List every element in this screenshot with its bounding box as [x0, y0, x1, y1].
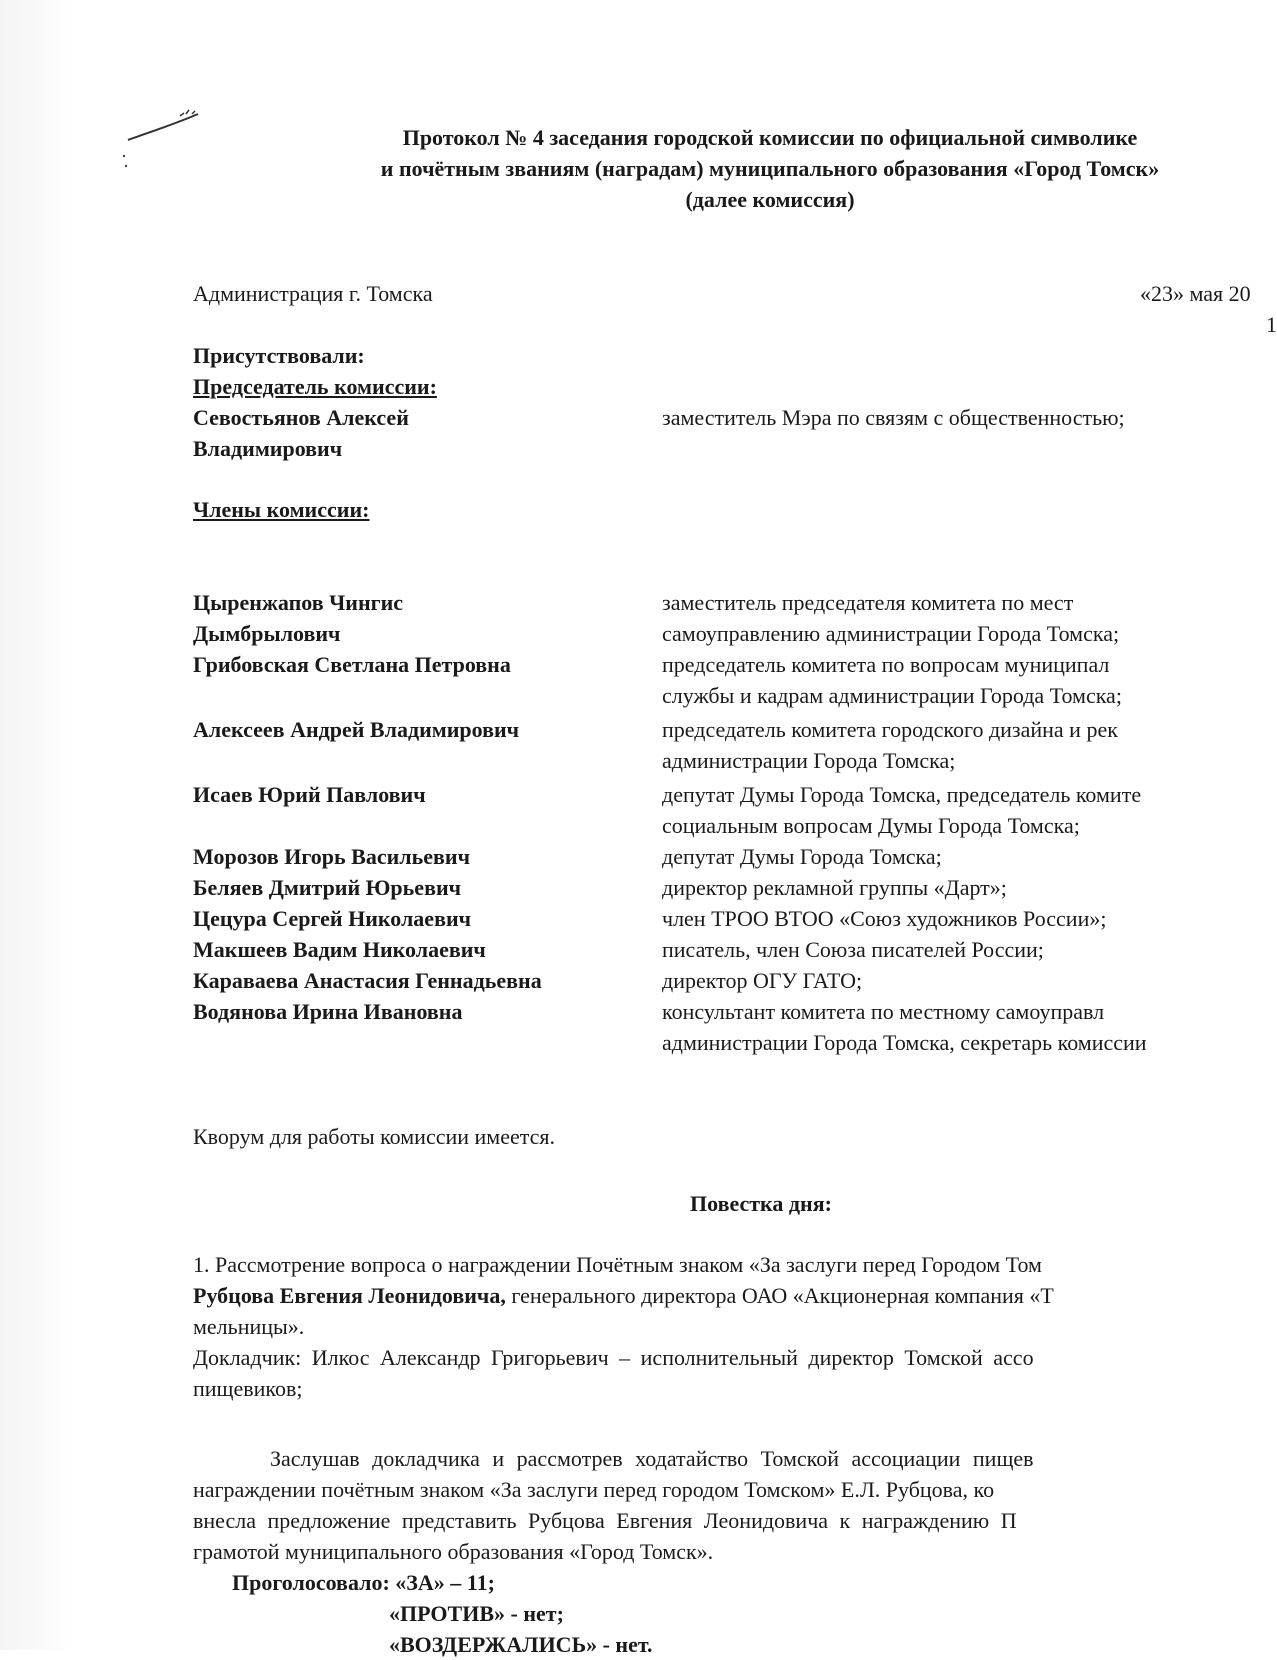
- member-name: Цецура Сергей Николаевич: [193, 906, 472, 931]
- agenda-item-1-end: мельницы».: [193, 1314, 305, 1339]
- member-row: [193, 903, 1147, 934]
- member-role: директор ОГУ ГАТО;: [662, 968, 863, 993]
- member-name: Цыренжапов Чингис: [193, 590, 404, 615]
- chair-role: заместитель Мэра по связям с общественностью;: [662, 405, 1125, 430]
- member-name: Дымбрылович: [193, 621, 341, 646]
- member-role: заместитель председателя комитета по мест: [662, 590, 1074, 615]
- member-row: [193, 649, 1147, 711]
- meeting-date: «23» мая 20: [1140, 281, 1251, 306]
- chair-heading: Председатель комиссии:: [193, 374, 437, 399]
- quorum-text: Кворум для работы комиссии имеется.: [193, 1124, 556, 1149]
- agenda-item-1-nominee: [193, 1280, 1054, 1311]
- decision-line: награждении почётным знаком «За заслуги перед городом Томском» Е.Л. Рубцова, ко: [193, 1477, 995, 1502]
- member-row: [193, 841, 1147, 872]
- member-role: социальным вопросам Думы Города Томска;: [662, 813, 1080, 838]
- member-name: Исаев Юрий Павлович: [193, 782, 426, 807]
- member-role: самоуправлению администрации Города Томска;: [662, 621, 1120, 646]
- member-role: службы и кадрам администрации Города Томска;: [662, 683, 1122, 708]
- member-row: [193, 714, 1147, 776]
- member-row: [193, 934, 1147, 965]
- member-row: [193, 965, 1147, 996]
- decision-line: Заслушав докладчика и рассмотрев ходатайство Томской ассоциации пищев: [270, 1446, 1034, 1471]
- member-name: Алексеев Андрей Владимирович: [193, 717, 520, 742]
- member-name: Беляев Дмитрий Юрьевич: [193, 875, 462, 900]
- member-role: администрации Города Томска;: [662, 748, 956, 773]
- member-name: Грибовская Светлана Петровна: [193, 652, 511, 677]
- chair-name-line1: Севостьянов Алексей: [193, 405, 409, 430]
- member-name: Морозов Игорь Васильевич: [193, 844, 470, 869]
- member-role: председатель комитета городского дизайна и рек: [662, 717, 1118, 742]
- nominee-position: генерального директора ОАО «Акционерная компания «Т: [505, 1283, 1054, 1308]
- member-row: [193, 587, 1147, 649]
- speaker-line-end: пищевиков;: [193, 1376, 303, 1401]
- member-role: директор рекламной группы «Дарт»;: [662, 875, 1007, 900]
- member-role: консультант комитета по местному самоуправл: [662, 999, 1105, 1024]
- agenda-item-1: 1. Рассмотрение вопроса о награждении Почётным знаком «За заслуги перед Городом Том: [193, 1252, 1042, 1277]
- member-name: Караваева Анастасия Геннадьевна: [193, 968, 542, 993]
- scan-shadow: [0, 0, 75, 1650]
- member-role: писатель, член Союза писателей России;: [662, 937, 1044, 962]
- decision-line: грамотой муниципального образования «Город Томск».: [193, 1539, 714, 1564]
- meeting-time-fragment: 1: [1266, 312, 1277, 337]
- member-name: Водянова Ирина Ивановна: [193, 999, 463, 1024]
- vote-against: «ПРОТИВ» - нет;: [389, 1601, 564, 1626]
- speaker-line: Докладчик: Илкос Александр Григорьевич – исполнительный директор Томской ассо: [193, 1345, 1034, 1370]
- chair-name-line2: Владимирович: [193, 436, 343, 461]
- member-row: [193, 779, 1147, 841]
- vote-for: Проголосовало: «ЗА» – 11;: [232, 1570, 495, 1595]
- member-role: администрации Города Томска, секретарь комиссии: [662, 1030, 1147, 1055]
- vote-abstained: «ВОЗДЕРЖАЛИСЬ» - нет.: [389, 1632, 653, 1657]
- member-role: председатель комитета по вопросам муниципал: [662, 652, 1110, 677]
- nominee-name: Рубцова Евгения Леонидовича,: [193, 1283, 506, 1308]
- agenda-heading: Повестка дня:: [690, 1191, 832, 1216]
- member-role: депутат Думы Города Томска, председатель комите: [662, 782, 1142, 807]
- member-name: Макшеев Вадим Николаевич: [193, 937, 486, 962]
- member-row: [193, 996, 1147, 1058]
- meeting-place: Администрация г. Томска: [193, 281, 433, 306]
- member-row: [193, 872, 1147, 903]
- decision-line: внесла предложение представить Рубцова Евгения Леонидовича к награждению П: [193, 1508, 1017, 1533]
- present-heading: Присутствовали:: [193, 343, 365, 368]
- member-role: депутат Думы Города Томска;: [662, 844, 942, 869]
- members-heading: Члены комиссии:: [193, 497, 370, 522]
- members-list: [193, 587, 1147, 1058]
- document-title: Протокол № 4 заседания городской комиссии по официальной символике и почётным званиям (наградам) муниципального образования «Город Томск» (далее комиссия): [380, 125, 1160, 212]
- member-role: член ТРОО ВТОО «Союз художников России»;: [662, 906, 1107, 931]
- handwritten-mark: [120, 102, 220, 172]
